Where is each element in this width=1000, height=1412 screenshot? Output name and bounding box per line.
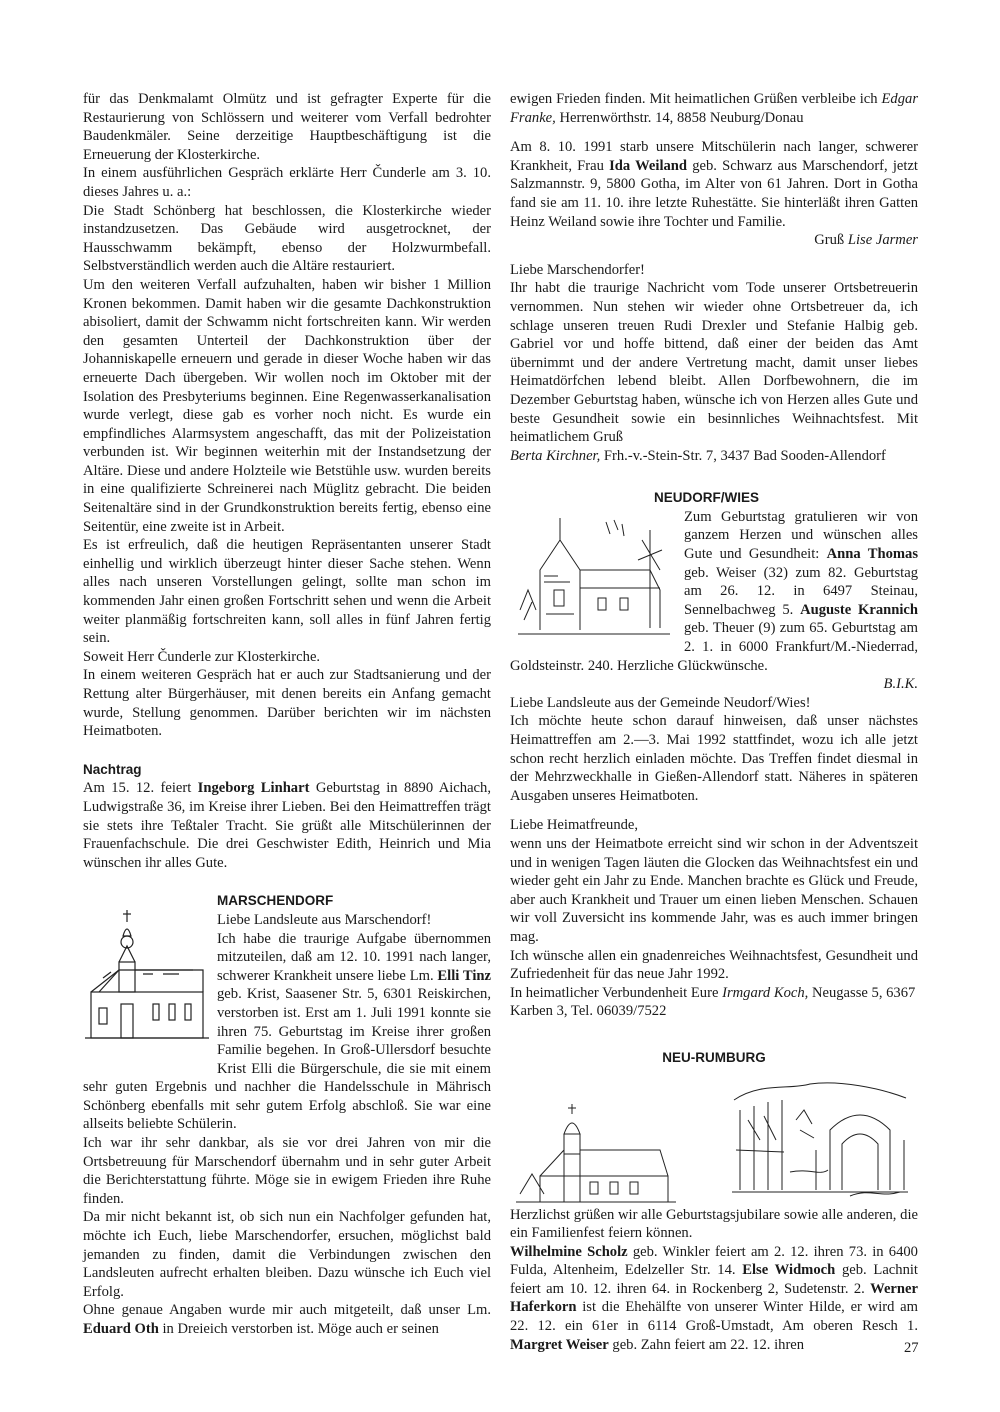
left-column	[83, 90, 491, 1339]
paragraph: wenn uns der Heimatbote erreicht sind wir schon in der Adventszeit und in wenigen Tagen läuten die Glocken das Weihnachtsfest ein und wieder geht ein Jahr zu Ende. Manchen brachte es Glück und Freude, aber auch Krankheit und Trauer um einen lieben Menschen. Schauen wir voll Zuversicht ins kommende Jahr, was es auch immer bringen mag.	[510, 835, 918, 945]
initials-signature: B.I.K.	[883, 676, 918, 693]
greeting-line: Liebe Landsleute aus der Gemeinde Neudorf/Wies!	[510, 694, 811, 711]
marschendorf-section	[83, 892, 491, 1338]
church-sketch-icon	[510, 510, 678, 640]
paragraph: Zum Geburtstag gratulieren wir von ganzem Herzen und wünschen alles Gute und Gesundheit: Anna Thomas geb. Weiser (32) zum 82. Geburtstag am 26. 12. in 6497 Steinau, Sennelbachweg 5. Auguste Krannich geb. Theuer (9) zum 65. Geburtstag am 2. 1. in 6000 Frankfurt/M.-Niederrad, Goldsteinstr. 240. Herzliche Glückwünsche.	[510, 508, 919, 674]
signature-name: Lise Jarmer	[847, 232, 918, 249]
paragraph: Die Stadt Schönberg hat beschlossen, die Klosterkirche wieder instandzusetzen. Das Gebäude wird ausgetrocknet, der Hausschwamm bekämpft, ebenso der Holzwurmbefall. Selbstverständlich werden auch die Altäre restauriert.	[83, 202, 491, 275]
marschendorf-church-illustration	[83, 908, 211, 1058]
person-name: Elli Tinz	[437, 967, 491, 984]
marschendorf-heading: MARSCHENDORF	[217, 893, 334, 909]
signature-line: In heimatlicher Verbundenheit Eure Irmgard Koch, Neugasse 5, 6367 Karben 3, Tel. 06039/7522	[510, 984, 916, 1020]
paragraph: Um den weiteren Verfall aufzuhalten, haben wir bisher 1 Million Kronen bekommen. Damit haben wir die gesamte Dachkonstruktion abisoliert, damit der Schwamm nicht fortschreiten kann. Wir werden den gesamten Unterteil der Dachkonstruktion über der Johanniskapelle erneuern und gerade in dieser Woche haben wir das erneuerte Dach übergeben. Wir wollen noch im Oktober mit der Isolation des Presbyteriums beginnen. Eine Regenwasserkanalisation wurde verlegt, diese gab es vorher noch nicht. Es wurde ein empfindliches Alarmsystem angeschafft, das mit der Polizeistation verbunden ist. Wir beginnen weiterhin mit der Instandsetzung der Altäre. Diese und andere Holzteile wie Betstühle usw. wurden bereits in eine qualifizierte Schreinerei nach Müglitz gebracht. Die beiden Seitenaltäre sind in der Grundkonstruktion bereits fertig, ebenso eine Seitentür, eine zweite ist in Arbeit.	[83, 276, 491, 535]
person-name: Werner Haferkorn	[510, 1280, 918, 1316]
paragraph: Soweit Herr Čunderle zur Klosterkirche.	[83, 648, 321, 665]
paragraph: Ich wünsche allen ein gnadenreiches Weihnachtsfest, Gesundheit und Zufriedenheit für das neue Jahr 1992.	[510, 947, 918, 983]
paragraph: Herzlichst grüßen wir alle Geburtstagsjubilare sowie alle anderen, die ein Familienfest feiern können.	[510, 1206, 918, 1242]
neu-rumburg-heading: NEU-RUMBURG	[662, 1049, 766, 1065]
neudorf-church-illustration	[510, 510, 678, 640]
paragraph: Ich habe die traurige Aufgabe übernommen mitzuteilen, daß am 12. 10. 1991 nach langer, schwerer Krankheit unsere liebe Lm. Elli Tinz geb. Krist, Saasener Str. 5, 6301 Reiskirchen, verstorben ist. Erst am 1. Juli 1991 konnte sie ihren 75. Geburtstag im Kreise ihrer großen Familie begehen. In Groß-Ullersdorf besuchte Krist Elli die Bürgerschule, die sie mit einem sehr guten Ergebnis und nachher die Handelsschule in Mährisch Schönberg ebenfalls mit sehr gutem Erfolg abschloß. Sie war eine allseits beliebte Schülerin.	[83, 930, 491, 1133]
neu-rumburg-section	[510, 1049, 918, 1354]
paragraph: Ich möchte heute schon darauf hinweisen, daß unser nächstes Heimattreffen am 2.—3. Mai 1992 stattfindet, wozu ich alle jetzt schon recht herzlich einladen möchte. Das Treffen findet diesmal in der Mehrzweckhalle in Gießen-Allendorf statt. Näheres in späteren Ausgaben unseres Heimatboten.	[510, 713, 918, 804]
signature-name: Berta Kirchner,	[510, 447, 601, 464]
person-name: Auguste Krannich	[800, 601, 918, 618]
chapel-drawing-icon	[510, 1098, 680, 1208]
paragraph: Da mir nicht bekannt ist, ob sich nun ein Nachfolger gefunden hat, möchte ich Euch, liebe Marschendorfer, ersuchen, möglichst bald jemanden zu finden, damit die Verbindungen zwischen den Landsleuten aufrecht erhalten bleiben. Dazu wünsche ich Euch viel Erfolg.	[83, 1209, 491, 1300]
gateway-sketch-icon	[730, 1080, 910, 1200]
paragraph: In einem weiteren Gespräch hat er auch zur Stadtsanierung und der Rettung alter Bürgerhäuser, mit denen bereits ein Anfang gemacht wurde, Stellung genommen. Darüber berichten wir im nächsten Heimatboten.	[83, 667, 491, 740]
paragraph: Es ist erfreulich, daß die heutigen Repräsentanten unserer Stadt einhellig und wirklich überzeugt hinter dieser Sache stehen. Wenn alles nach unseren Vorstellungen gelingt, sollte man schon im kommenden Jahr einen großen Fortschritt sehen und wenn die Arbeit weiter planmäßig fortschreiten kann, soll alles in fünf Jahren fertig sein.	[83, 537, 491, 647]
paragraph: für das Denkmalamt Olmütz und ist gefragter Experte für die Restaurierung von Schlössern und weiterer vom Verfall bedrohter Baudenkmäler. Seine derzeitige Hauptbeschäftigung ist die Erneuerung der Klosterkirche.	[83, 91, 491, 163]
signature-name: Irmgard Koch,	[722, 984, 809, 1001]
person-name: Ida Weiland	[609, 157, 688, 174]
person-name: Margret Weiser	[510, 1336, 609, 1353]
nachtrag-paragraph: Am 15. 12. feiert Ingeborg Linhart Geburtstag in 8890 Aichach, Ludwigstraße 36, im Kreise ihrer Lieben. Bei den Heimattreffen trägt sie stets ihre Teßtaler Tracht. Sie grüßt alle Mitschülerinnen der Frauenfachschule. Die drei Geschwister Edith, Heinrich und Mia wünschen ihr alles Gute.	[83, 780, 491, 871]
paragraph: ewigen Frieden finden. Mit heimatlichen Grüßen verbleibe ich Edgar Franke, Herrenwörthstr. 14, 8858 Neuburg/Donau	[510, 91, 918, 126]
signature-name: Edgar Franke,	[510, 91, 918, 126]
greeting-signature: Gruß Lise Jarmer	[814, 232, 918, 249]
page-number: 27	[904, 1340, 919, 1356]
greeting-line: Liebe Marschendorfer!	[510, 261, 645, 278]
paragraph: Ihr habt die traurige Nachricht vom Tode unserer Ortsbetreuerin vernommen. Nun stehen wir wieder ohne Ortsbetreuer da, ich schlage unseren treuen Rudi Drexler und Stefanie Halbig geb. Gabriel vor und hoffe bittend, daß einer der beiden das Amt übernimmt und der andere Vertretung macht, damit unser liebes Heimatdörfchen lebend bleibt. Allen Dorfbewohnern, die im Dezember Geburtstag haben, wünsche ich von Herzen alles Gute und beste Gesundheit sowie ein besinnliches Weihnachtsfest. Mit heimatlichem Gruß	[510, 280, 918, 446]
paragraph: Am 8. 10. 1991 starb unsere Mitschülerin nach langer, schwerer Krankheit, Frau Ida Weiland geb. Schwarz aus Marschendorf, jetzt Salzmannstr. 9, 5800 Gotha, im Alter von 61 Jahren. Dort in Gotha fand sie am 11. 10. ihre letzte Ruhestätte. Sie hinterläßt ihren Gatten Heinz Weiland sowie ihre Tochter und Familie.	[510, 139, 918, 230]
neudorf-heading: NEUDORF/WIES	[654, 490, 760, 506]
signature-line: Berta Kirchner, Frh.-v.-Stein-Str. 7, 3437 Bad Sooden-Allendorf	[510, 447, 886, 464]
marschendorf-greeting: Liebe Landsleute aus Marschendorf!	[217, 911, 432, 928]
paragraph: Ohne genaue Angaben wurde mir auch mitgeteilt, daß unser Lm. Eduard Oth in Dreieich verstorben ist. Möge auch er seinen	[83, 1302, 491, 1337]
neu-rumburg-illustrations	[510, 1080, 918, 1200]
church-drawing-icon	[83, 908, 211, 1048]
right-column	[510, 90, 918, 1354]
greeting-line: Liebe Heimatfreunde,	[510, 817, 639, 834]
person-name: Eduard Oth	[83, 1321, 159, 1337]
neudorf-section	[510, 489, 918, 1021]
paragraph: Ich war ihr sehr dankbar, als sie vor drei Jahren von mir die Ortsbetreuung für Marschendorf übernahm und in sehr guter Arbeit die Berichterstattung führte. Möge sie in ewigem Frieden ihre Ruhe finden.	[83, 1135, 491, 1207]
person-name: Ingeborg Linhart	[197, 780, 310, 797]
paragraph: Wilhelmine Scholz geb. Winkler feiert am 2. 12. ihren 73. in 6400 Fulda, Altenheim, Edelzeller Str. 14. Else Widmoch geb. Lachnit feiert am 10. 12. ihren 64. in Rockenberg 2, Sudetenstr. 2. Werner Haferkorn ist die Ehehälfte von unserer Winter Hilde, er wird am 22. 12. ein 61er in 6114 Groß-Umstadt, Am oberen Resch 1. Margret Weiser geb. Zahn feiert am 22. 12. ihren	[510, 1243, 918, 1353]
paragraph: In einem ausführlichen Gespräch erklärte Herr Čunderle am 3. 10. dieses Jahres u. a.:	[83, 165, 491, 200]
person-name: Anna Thomas	[826, 546, 919, 563]
person-name: Else Widmoch	[742, 1262, 836, 1279]
nachtrag-heading: Nachtrag	[83, 761, 142, 777]
person-name: Wilhelmine Scholz	[510, 1243, 628, 1260]
